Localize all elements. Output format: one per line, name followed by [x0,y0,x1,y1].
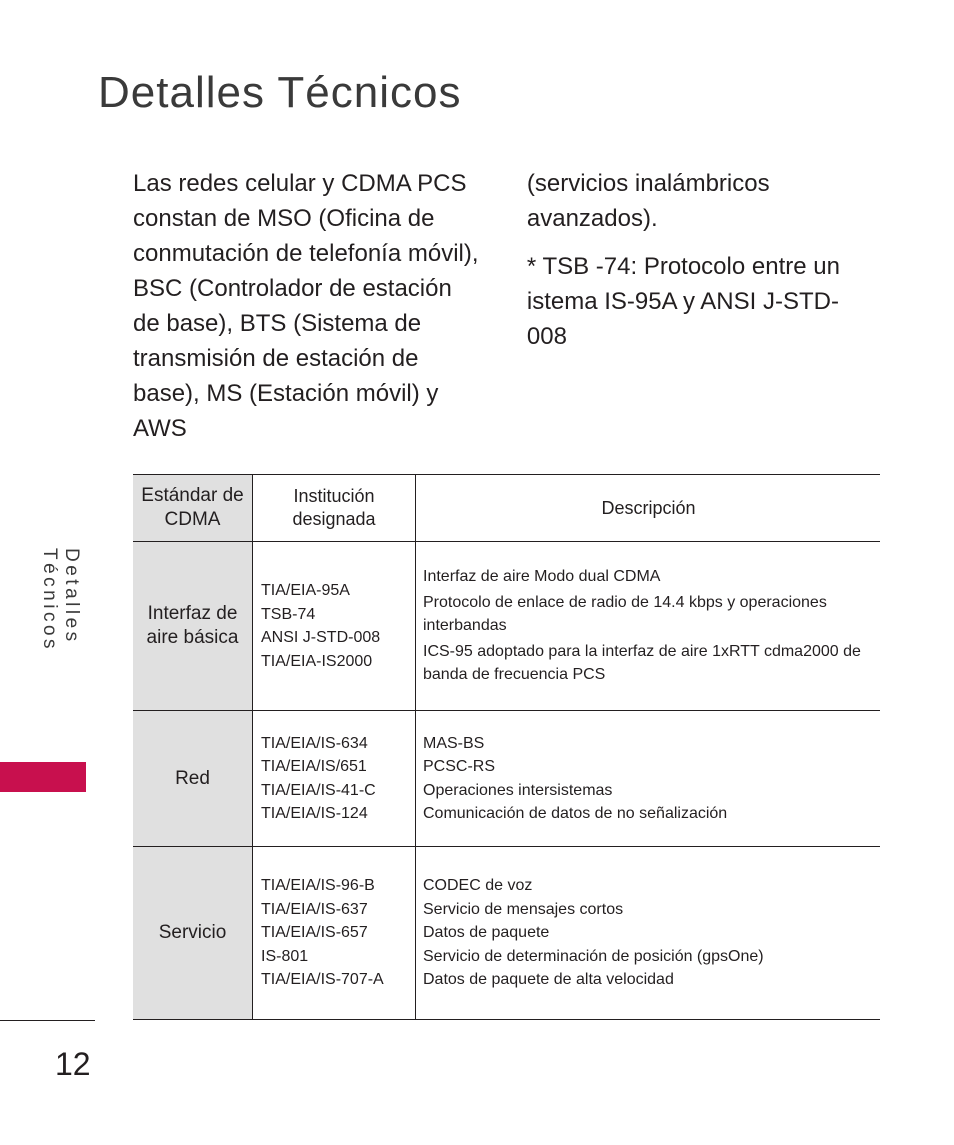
institution-item: TIA/EIA/IS-707-A [261,971,384,989]
side-section-label: Detalles Técnicos [39,548,82,653]
standard-cell: Red [133,711,253,847]
institution-item: TIA/EIA-IS2000 [261,652,373,670]
institution-item: IS-801 [261,947,309,965]
description-cell [416,542,881,711]
header-standard: Estándar de CDMA [133,475,253,542]
institution-item: TIA/EIA/IS-41-C [261,781,376,799]
description-item: Datos de paquete [423,924,550,942]
institution-cell [253,711,416,847]
standard-cell: Servicio [133,847,253,1020]
description-item: PCSC-RS [423,758,496,775]
description-item: Servicio de mensajes cortos [423,900,624,918]
intro-paragraph-aws: (servicios inalámbricos avanzados). [526,170,770,232]
description-item: Comunicación de datos de no señalización [423,805,728,822]
intro-text [133,166,853,459]
intro-left-column [133,166,479,459]
institution-item: TIA/EIA/IS-124 [261,805,368,822]
description-cell [416,847,881,1020]
header-description: Descripción [416,475,881,542]
intro-paragraph-tsb74: * TSB -74: Protocolo entre un istema IS-95A y ANSI J-STD-008 [526,253,840,350]
description-item: Interfaz de aire Modo dual CDMA [423,568,661,586]
description-item: CODEC de voz [423,877,533,895]
institution-item: TIA/EIA/IS-657 [261,924,368,942]
page-number: 12 [55,1046,91,1082]
institution-item: TIA/EIA-95A [261,582,350,599]
section-tab-marker [0,762,86,792]
cdma-standards-table [133,474,880,1020]
institution-item: TIA/EIA/IS-637 [261,900,368,918]
description-item: MAS-BS [423,734,485,752]
institution-item: TIA/EIA/IS/651 [261,758,367,775]
institution-item: ANSI J-STD-008 [261,629,381,646]
institution-item: TSB-74 [261,605,316,623]
description-item: Datos de paquete de alta velocidad [423,971,674,989]
intro-right-column [527,166,853,459]
intro-paragraph-networks: Las redes celular y CDMA PCS constan de MSO (Oficina de conmutación de telefonía móvil), BSC (Controlador de estación de base), BTS (Sistema de transmisión de estación de base), MS (Estación móvil) y AWS [133,170,479,442]
description-cell [416,711,881,847]
institution-item: TIA/EIA/IS-634 [261,734,368,752]
description-item: ICS-95 adoptado para la interfaz de aire 1xRTT cdma2000 de banda de frecuencia PCS [423,642,861,684]
header-institution: Institución designada [253,475,416,542]
footer-divider [0,1020,95,1021]
institution-cell [253,847,416,1020]
table-row [133,847,880,1020]
institution-item: TIA/EIA/IS-96-B [261,877,375,895]
table-header-row [133,475,880,542]
table-row [133,711,880,847]
institution-cell [253,542,416,711]
table-row [133,542,880,711]
page-title: Detalles Técnicos [98,68,462,117]
description-item: Operaciones intersistemas [423,781,613,799]
standard-cell: Interfaz de aire básica [133,542,253,711]
description-item: Servicio de determinación de posición (gpsOne) [423,947,764,965]
description-item: Protocolo de enlace de radio de 14.4 kbps y operaciones interbandas [423,593,827,635]
